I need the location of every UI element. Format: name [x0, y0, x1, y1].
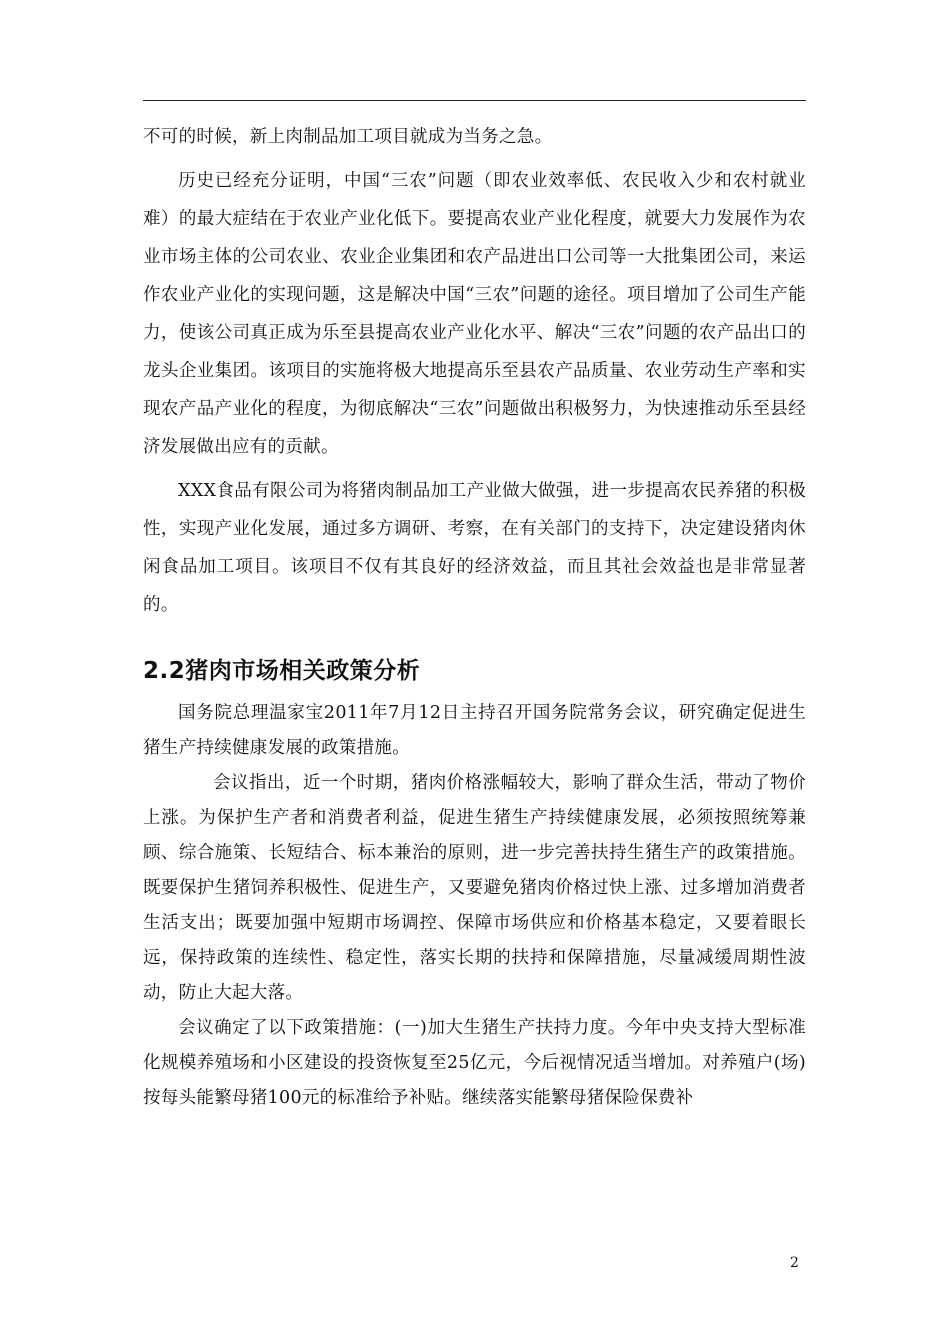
document-body — [143, 118, 806, 1116]
section-heading: 2.2猪肉市场相关政策分析 — [143, 658, 421, 684]
paragraph-company: XXX食品有限公司为将猪肉制品加工产业做大做强，进一步提高农民养猪的积极性，实现产业化发展，通过多方调研、考察，在有关部门的支持下，决定建设猪肉休闲食品加工项目。该项目不仅有其良好的经济效益，而且其社会效益也是非常显著的。 — [143, 481, 806, 615]
paragraph-policy-measures: 会议确定了以下政策措施：(一)加大生猪生产扶持力度。今年中央支持大型标准化规模养殖场和小区建设的投资恢复至25亿元，今后视情况适当增加。对养殖户(场)按每头能繁母猪100元的标准给予补贴。继续落实能繁母猪保险保费补 — [143, 1018, 806, 1108]
paragraph-meeting-points: 会议指出，近一个时期，猪肉价格涨幅较大，影响了群众生活，带动了物价上涨。为保护生产者和消费者利益，促进生猪生产持续健康发展，必须按照统筹兼顾、综合施策、长短结合、标本兼治的原则，进一步完善扶持生猪生产的政策措施。既要保护生猪饲养积极性、促进生产，又要避免猪肉价格过快上涨、过多增加消费者生活支出；既要加强中短期市场调控、保障市场供应和价格基本稳定，又要着眼长远，保持政策的连续性、稳定性，落实长期的扶持和保障措施，尽量减缓周期性波动，防止大起大落。 — [143, 773, 806, 1003]
paragraph-state-council: 国务院总理温家宝2011年7月12日主持召开国务院常务会议，研究确定促进生猪生产持续健康发展的政策措施。 — [143, 703, 806, 758]
header-rule — [143, 100, 806, 101]
page-number: 2 — [790, 1255, 799, 1271]
paragraph-sannong: 历史已经充分证明，中国“三农”问题（即农业效率低、农民收入少和农村就业难）的最大症结在于农业产业化低下。要提高农业产业化程度，就要大力发展作为农业市场主体的公司农业、农业企业集团和农产品进出口公司等一大批集团公司，来运作农业产业化的实现问题，这是解决中国“三农”问题的途径。项目增加了公司生产能力，使该公司真正成为乐至县提高农业产业化水平、解决“三农”问题的农产品出口的龙头企业集团。该项目的实施将极大地提高乐至县农产品质量、农业劳动生产率和实现农产品产业化的程度，为彻底解决“三农”问题做出积极努力，为快速推动乐至县经济发展做出应有的贡献。 — [143, 171, 806, 457]
paragraph-continuation: 不可的时候，新上肉制品加工项目就成为当务之急。 — [143, 127, 553, 147]
